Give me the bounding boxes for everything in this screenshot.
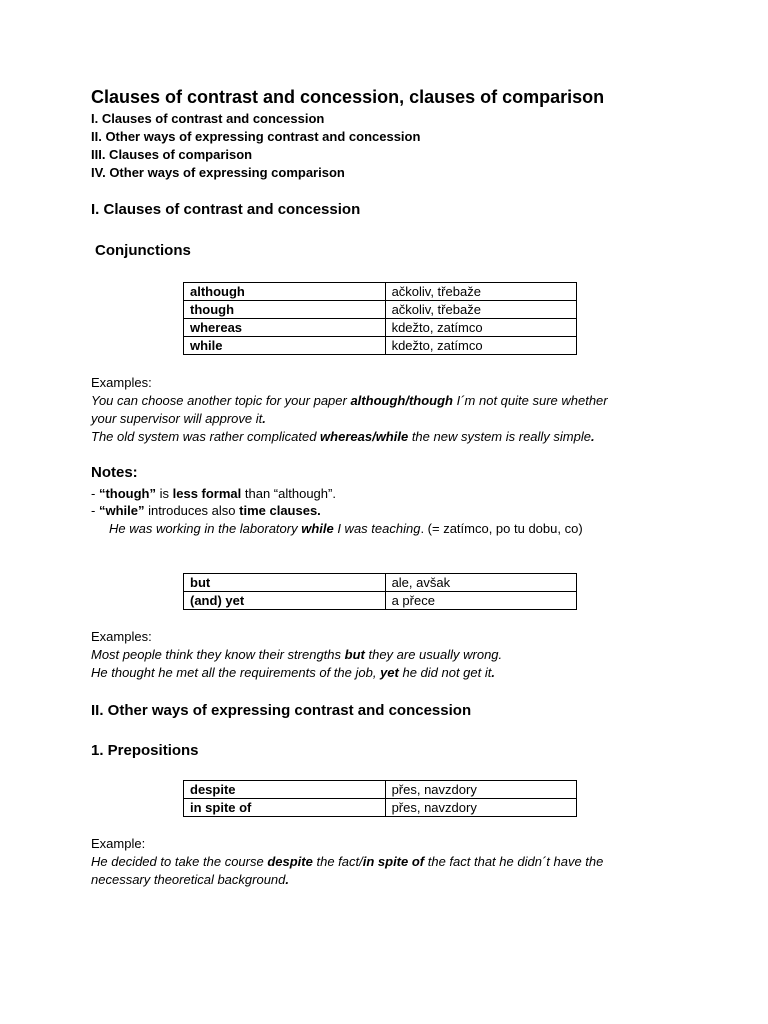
keyword: less formal: [172, 486, 242, 501]
table-cell-english: but: [184, 574, 386, 592]
punctuation: .: [285, 872, 290, 887]
example-sentence: [91, 665, 495, 680]
examples-label: Examples:: [91, 629, 152, 644]
note-example: [109, 521, 583, 536]
text-span: the fact that he didn´t have the: [424, 854, 604, 869]
text-span: I´m not quite sure whether: [452, 393, 608, 408]
keyword: but: [344, 647, 365, 662]
text-span: He decided to take the course: [91, 854, 268, 869]
table-row: [184, 319, 577, 337]
conjunctions-heading: Conjunctions: [95, 242, 191, 259]
table-cell-english: although: [184, 283, 386, 301]
page-title: Clauses of contrast and concession, clauses of comparison: [91, 87, 605, 107]
example-sentence: [91, 647, 502, 662]
text-span: he did not get it: [398, 665, 492, 680]
keyword: whereas/while: [320, 429, 409, 444]
prepositions-table: [183, 780, 577, 817]
text-span: your supervisor will approve it: [91, 411, 263, 426]
table-row: [184, 301, 577, 319]
punctuation: .: [262, 411, 266, 426]
keyword: “while”: [98, 503, 145, 518]
text-span: than “although”.: [241, 486, 336, 501]
table-cell-english: (and) yet: [184, 592, 386, 610]
table-cell-english: in spite of: [184, 799, 386, 817]
table-row: [184, 799, 577, 817]
note-item-1: [91, 486, 336, 501]
example-sentence-cont: [91, 411, 266, 426]
keyword: yet: [380, 665, 399, 680]
dash: -: [91, 503, 99, 518]
toc-item-4: IV. Other ways of expressing comparison: [91, 165, 345, 180]
table-cell-czech: a přece: [385, 592, 576, 610]
table-cell-czech: kdežto, zatímco: [385, 337, 576, 355]
toc-item-2: II. Other ways of expressing contrast and concession: [91, 129, 421, 144]
table-row: [184, 781, 577, 799]
example-label: Example:: [91, 836, 146, 851]
table-row: [184, 574, 577, 592]
keyword: in spite of: [362, 854, 425, 869]
but-yet-table: [183, 573, 577, 610]
text-span: necessary theoretical background: [91, 872, 286, 887]
keyword: “though”: [98, 486, 156, 501]
text-span: the fact/: [312, 854, 363, 869]
table-cell-czech: kdežto, zatímco: [385, 319, 576, 337]
text-span: they are usually wrong.: [364, 647, 503, 662]
example-sentence: [91, 393, 608, 408]
punctuation: .: [491, 665, 495, 680]
keyword: while: [301, 521, 334, 536]
table-cell-english: despite: [184, 781, 386, 799]
text-span: . (= zatímco, po tu dobu, co): [420, 521, 583, 536]
conjunctions-table: [183, 282, 577, 355]
examples-label: Examples:: [91, 375, 152, 390]
table-cell-czech: přes, navzdory: [385, 781, 576, 799]
text-span: The old system was rather complicated: [91, 429, 321, 444]
text-span: the new system is really simple: [408, 429, 591, 444]
table-row: [184, 283, 577, 301]
table-cell-czech: ale, avšak: [385, 574, 576, 592]
note-item-2: [91, 503, 321, 518]
toc-item-1: I. Clauses of contrast and concession: [91, 111, 325, 126]
example-sentence: [91, 854, 603, 869]
table-row: [184, 337, 577, 355]
prepositions-heading: 1. Prepositions: [91, 742, 199, 759]
table-cell-czech: ačkoliv, třebaže: [385, 301, 576, 319]
text-span: He was working in the laboratory: [109, 521, 302, 536]
text-span: He thought he met all the requirements of the job,: [91, 665, 381, 680]
text-span: introduces also: [144, 503, 240, 518]
table-row: [184, 592, 577, 610]
text-span: You can choose another topic for your paper: [91, 393, 351, 408]
keyword: time clauses.: [239, 503, 321, 518]
text-span: Most people think they know their strengths: [91, 647, 345, 662]
notes-heading: Notes:: [91, 464, 138, 481]
dash: -: [91, 486, 99, 501]
table-cell-english: whereas: [184, 319, 386, 337]
punctuation: .: [590, 429, 595, 444]
section-1-heading: I. Clauses of contrast and concession: [91, 201, 361, 218]
keyword: although/though: [350, 393, 453, 408]
text-span: is: [156, 486, 173, 501]
toc-item-3: III. Clauses of comparison: [91, 147, 253, 162]
example-sentence: [91, 429, 595, 444]
table-cell-english: though: [184, 301, 386, 319]
table-cell-english: while: [184, 337, 386, 355]
text-span: I was teaching: [333, 521, 421, 536]
example-sentence-cont: [91, 872, 289, 887]
table-cell-czech: přes, navzdory: [385, 799, 576, 817]
section-2-heading: II. Other ways of expressing contrast and concession: [91, 702, 472, 719]
table-cell-czech: ačkoliv, třebaže: [385, 283, 576, 301]
keyword: despite: [267, 854, 313, 869]
